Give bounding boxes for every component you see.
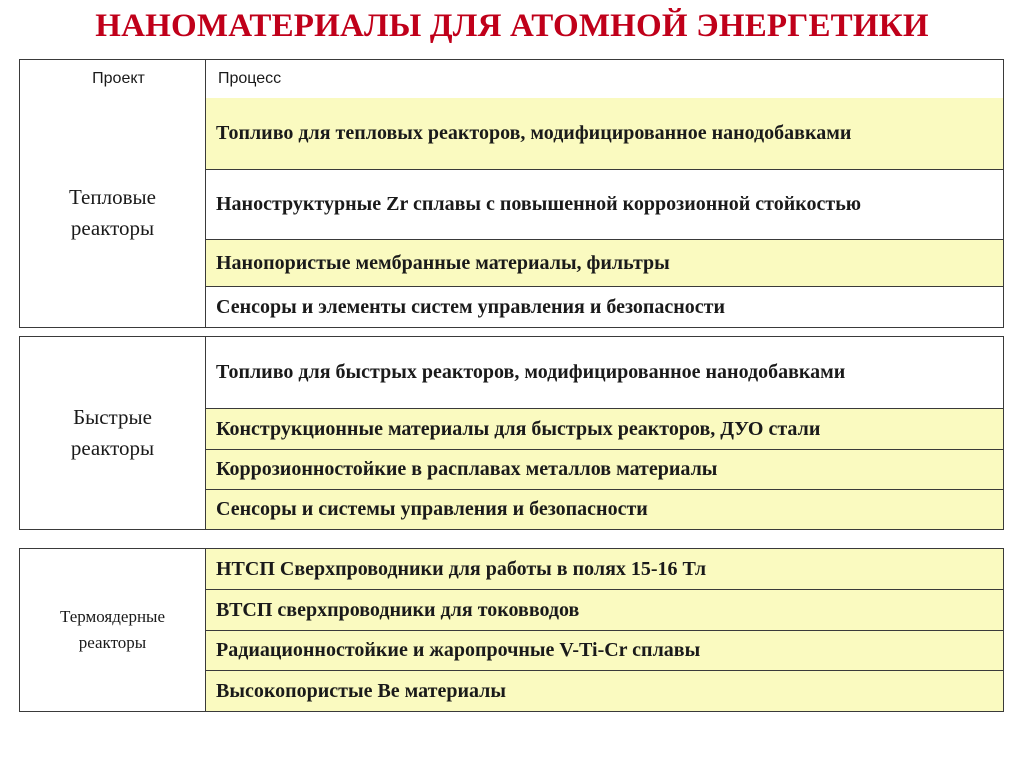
header-process xyxy=(206,60,1003,98)
project-cell-fast xyxy=(20,337,206,529)
process-text: Наноструктурные Zr сплавы с повышенной коррозионной стойкостью xyxy=(216,193,862,215)
table-header-row xyxy=(19,59,1004,99)
group-fast-reactors xyxy=(19,336,1004,530)
process-row xyxy=(206,409,1003,450)
process-row xyxy=(206,337,1003,409)
process-row xyxy=(206,170,1003,240)
project-cell-fusion xyxy=(20,549,206,711)
process-row xyxy=(206,450,1003,490)
process-text: Сенсоры и элементы систем управления и безопасности xyxy=(216,295,726,318)
process-text: Нанопористые мембранные материалы, фильтры xyxy=(216,251,670,274)
header-project-label: Проект xyxy=(92,70,145,87)
process-text: Радиационностойкие и жаропрочные V-Ti-Cr сплавы xyxy=(216,639,701,661)
project-cell-thermal xyxy=(20,98,206,327)
process-row xyxy=(206,671,1003,711)
process-text: Коррозионностойкие в расплавах металлов материалы xyxy=(216,458,718,480)
process-row xyxy=(206,631,1003,671)
header-project xyxy=(20,60,206,98)
process-row xyxy=(206,240,1003,287)
process-list-fusion xyxy=(206,549,1003,711)
process-list-fast xyxy=(206,337,1003,529)
group-thermal-reactors xyxy=(19,98,1004,328)
process-row xyxy=(206,287,1003,327)
process-text: НТСП Сверхпроводники для работы в полях 15-16 Тл xyxy=(216,557,707,580)
process-text: Топливо для тепловых реакторов, модифицированное нанодобавками xyxy=(216,122,852,144)
project-label-fusion: Термоядерные реакторы xyxy=(59,607,166,652)
group-fusion-reactors xyxy=(19,548,1004,712)
process-text: Топливо для быстрых реакторов, модифицированное нанодобавками xyxy=(216,361,846,383)
process-list-thermal xyxy=(206,98,1003,327)
process-row xyxy=(206,490,1003,529)
process-text: ВТСП сверхпроводники для токовводов xyxy=(216,598,580,621)
process-row xyxy=(206,549,1003,590)
project-label-fast: Быстрые реакторы xyxy=(70,405,155,460)
process-text: Высокопористые Ве материалы xyxy=(216,679,506,702)
process-row xyxy=(206,590,1003,631)
process-text: Конструкционные материалы для быстрых реакторов, ДУО стали xyxy=(216,417,821,440)
page-title: НАНОМАТЕРИАЛЫ ДЛЯ АТОМНОЙ ЭНЕРГЕТИКИ xyxy=(95,8,929,44)
process-row xyxy=(206,98,1003,170)
header-process-label: Процесс xyxy=(218,70,282,87)
project-label-thermal: Тепловые реакторы xyxy=(69,184,156,240)
process-text: Сенсоры и системы управления и безопасности xyxy=(216,498,648,520)
